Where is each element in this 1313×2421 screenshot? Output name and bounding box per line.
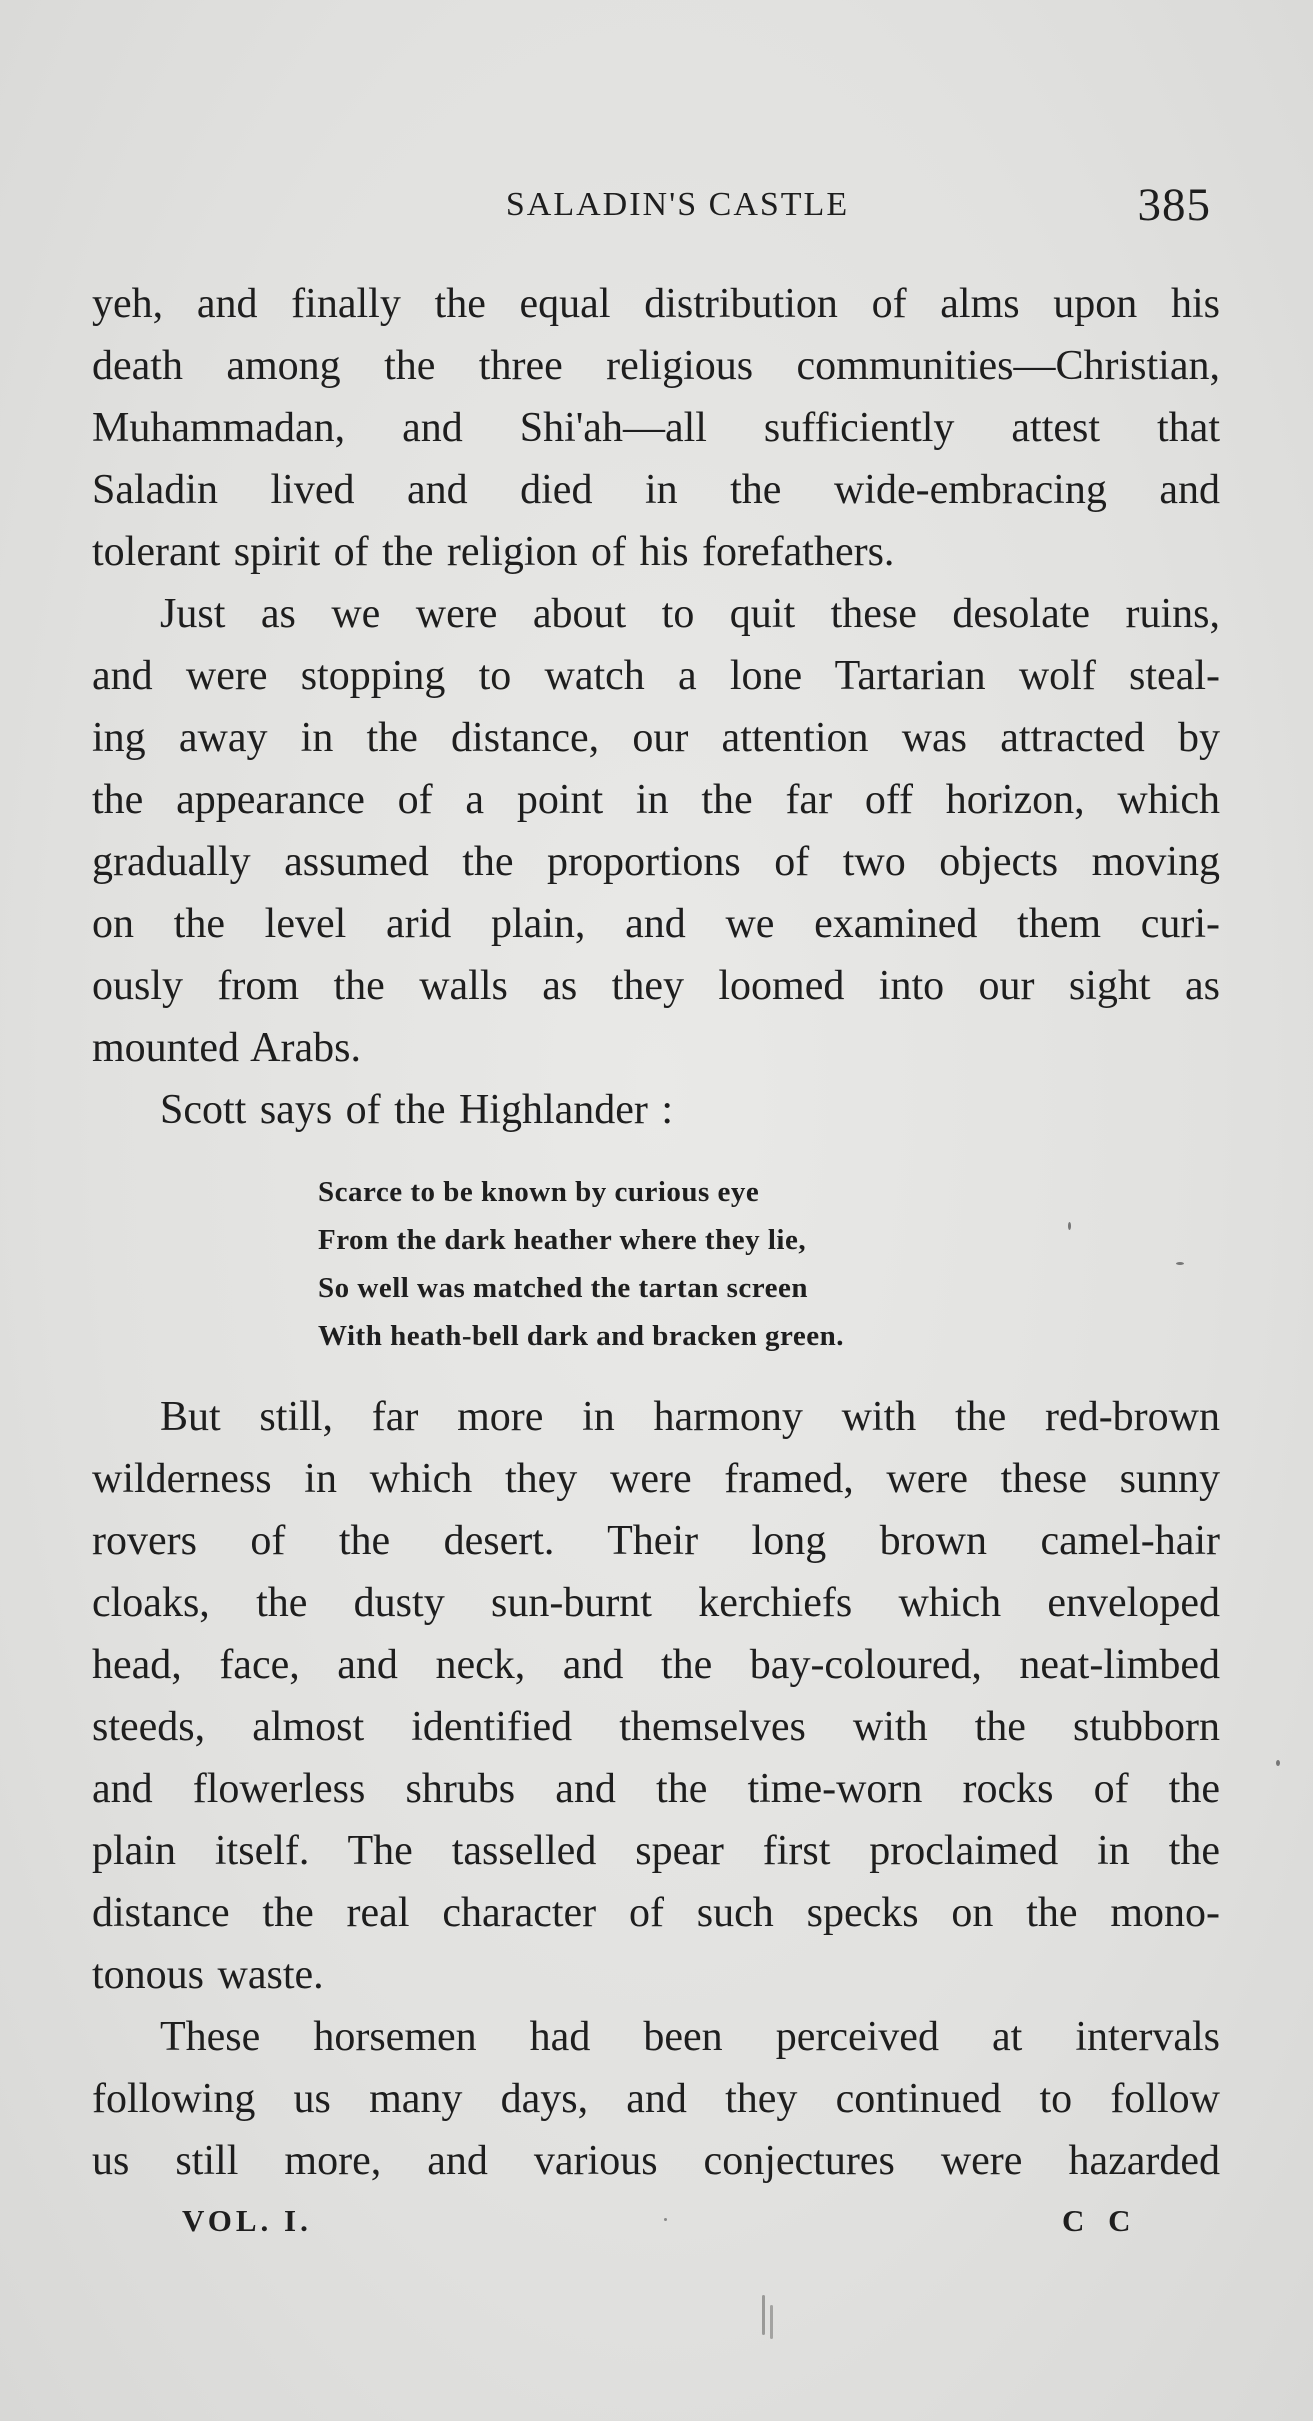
text-line: plain itself. The tasselled spear first proclaimed in the [92,1828,1220,1874]
text-line: Muhammadan, and Shi'ah—all sufficiently attest that [92,405,1220,451]
text-line: cloaks, the dusty sun-burnt kerchiefs which enveloped [92,1580,1220,1626]
text-line: the appearance of a point in the far off horizon, which [92,777,1220,823]
text-line: These horsemen had been perceived at intervals [160,2014,1220,2060]
volume-footer: VOL. I. [182,2203,312,2238]
text-line: us still more, and various conjectures were hazarded [92,2138,1220,2184]
text-line: tonous waste. [92,1952,324,1998]
text-line: Scott says of the Highlander : [160,1087,674,1133]
text-line: on the level arid plain, and we examined them curi- [92,901,1220,947]
text-line: mounted Arabs. [92,1025,361,1071]
text-line: and flowerless shrubs and the time-worn rocks of the [92,1766,1220,1812]
verse-line: From the dark heather where they lie, [318,1224,807,1256]
running-head [92,178,1223,238]
body-text-top [92,273,1220,1141]
verse-line: Scarce to be known by curious eye [318,1176,760,1208]
verse-line: So well was matched the tartan screen [318,1272,808,1304]
text-line: ing away in the distance, our attention was attracted by [92,715,1220,761]
body-text-bottom [92,1386,1220,2192]
paragraph-scott [92,1079,1220,1141]
paragraph-ruins [92,583,1220,1079]
text-line: death among the three religious communities—Christian, [92,343,1220,389]
paper-speck [1176,1262,1184,1265]
text-line: gradually assumed the proportions of two objects moving [92,839,1220,885]
text-line: ously from the walls as they loomed into our sight as [92,963,1220,1009]
text-line: wilderness in which they were framed, were these sunny [92,1456,1220,1502]
text-line: head, face, and neck, and the bay-coloured, neat-limbed [92,1642,1220,1688]
paragraph-horsemen [92,2006,1220,2192]
paper-speck [770,2305,773,2339]
paragraph-rovers [92,1386,1220,2006]
running-title: SALADIN'S CASTLE [505,186,850,223]
paper-speck [762,2295,765,2335]
paragraph-continuation [92,273,1220,583]
text-line: Saladin lived and died in the wide-embracing and [92,467,1220,513]
text-line: following us many days, and they continued to follow [92,2076,1220,2122]
text-line: steeds, almost identified themselves with the stubborn [92,1704,1220,1750]
text-line: distance the real character of such specks on the mono- [92,1890,1220,1936]
text-line: But still, far more in harmony with the red-brown [160,1394,1220,1440]
paper-speck [664,2218,667,2221]
verse-quotation [318,1168,844,1360]
text-line: rovers of the desert. Their long brown camel-hair [92,1518,1220,1564]
text-line: Just as we were about to quit these desolate ruins, [160,591,1220,637]
text-line: yeh, and finally the equal distribution of alms upon his [92,281,1220,327]
paper-speck [1276,1760,1280,1766]
verse-line: With heath-bell dark and bracken green. [318,1320,844,1352]
text-line: and were stopping to watch a lone Tartarian wolf steal- [92,653,1220,699]
signature-mark: C C [1062,2203,1139,2238]
page-number: 385 [1137,179,1211,231]
paper-speck [1068,1222,1071,1230]
text-line: tolerant spirit of the religion of his forefathers. [92,529,895,575]
